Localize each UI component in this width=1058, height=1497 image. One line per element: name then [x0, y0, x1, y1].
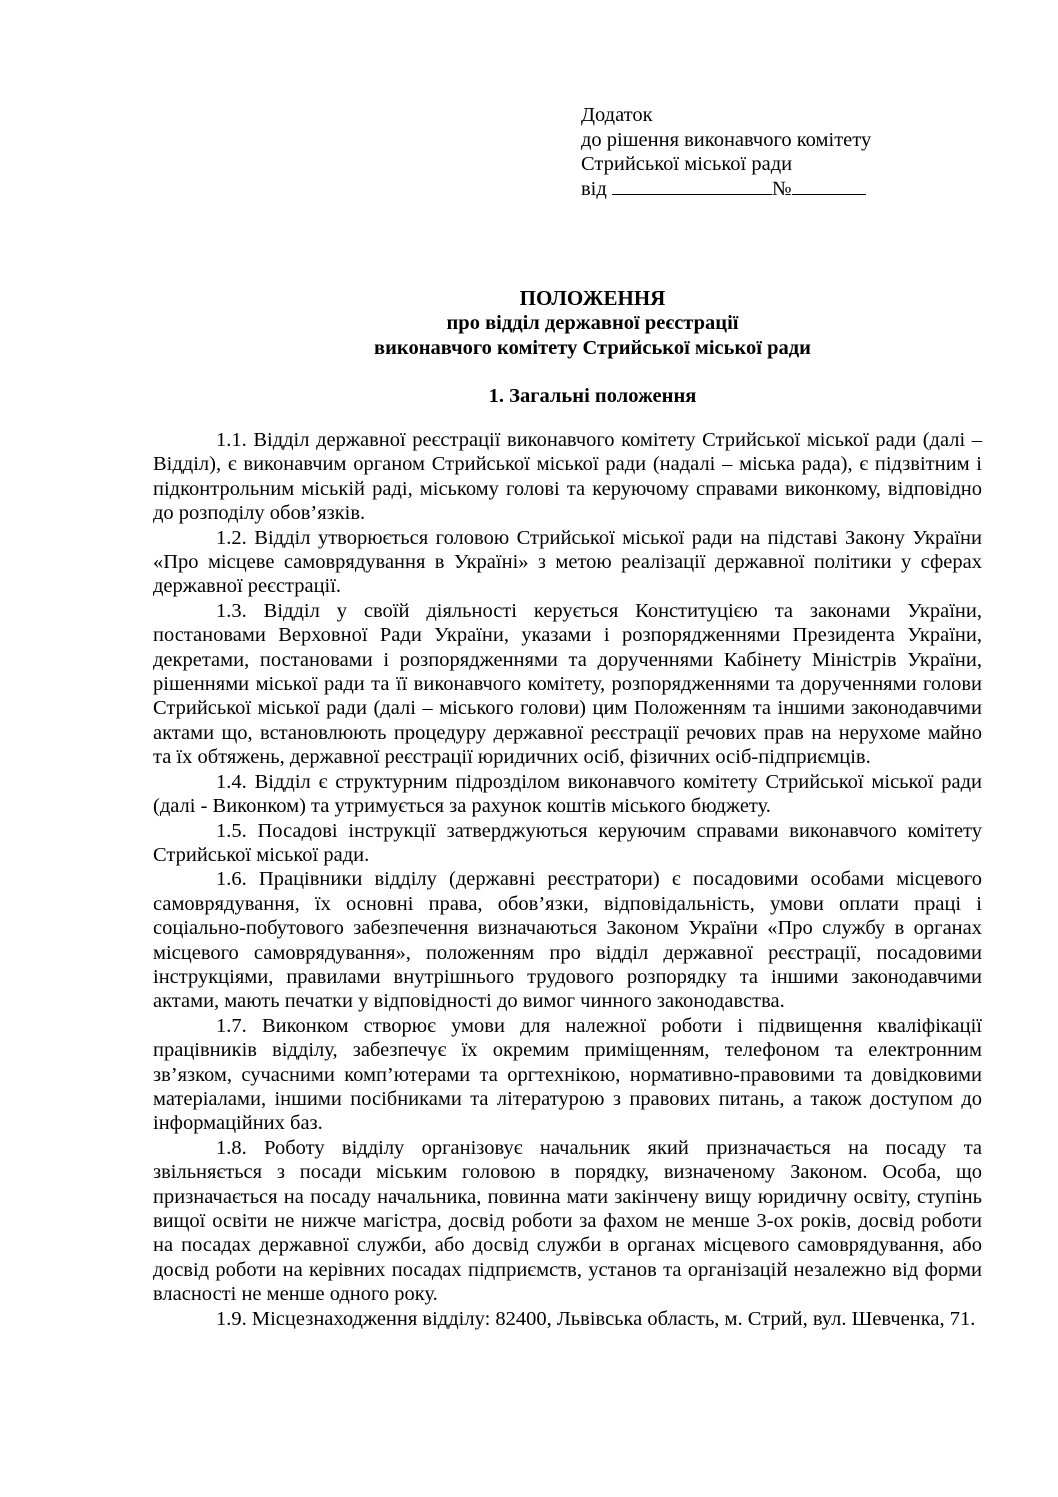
- paragraph-1-7: 1.7. Виконком створює умови для належної роботи і підвищення кваліфікації працівників відділу, забезпечує їх окремим приміщенням, телефоном та електронним зв’язком, сучасними комп’ютерами та оргтехнікою, нормативно-правовими та довідковими матеріалами, іншими посібниками та літературою з правових питань, а також доступом до інформаційних баз.: [153, 1014, 982, 1135]
- document-subtitle-line-2: виконавчого комітету Стрийської міської ради: [374, 337, 811, 359]
- appendix-decision-line: до рішення виконавчого комітету: [581, 128, 872, 151]
- appendix-date-number-line: [581, 177, 871, 202]
- paragraph-1-8: 1.8. Роботу відділу організовує начальник який призначається на посаду та звільняється з посади міським головою в порядку, визначеному Законом. Особа, що призначається на посаду начальника, повинна мати закінчену вищу юридичну освіту, ступінь вищої освіти не нижче магістра, досвід роботи за фахом не менше 3-ох років, досвід роботи на посадах державної служби, або досвід служби в органах місцевого самоврядування, або досвід роботи на керівних посадах підприємств, установ та організацій незалежно від форми власності не менше одного року.: [153, 1136, 982, 1306]
- date-prefix: від: [581, 177, 607, 200]
- appendix-block: [581, 103, 871, 201]
- document-title-block: [130, 285, 1055, 361]
- appendix-label: Додаток: [581, 104, 653, 126]
- section-heading: 1. Загальні положення: [488, 385, 697, 407]
- document-title: ПОЛОЖЕННЯ: [519, 286, 666, 310]
- section-body: [153, 428, 982, 1331]
- paragraph-1-2: 1.2. Відділ утворюється головою Стрийської міської ради на підставі Закону України «Про місцеве самоврядування в Україні» з метою реалізації державної політики у сферах державної реєстрації.: [153, 526, 982, 598]
- paragraph-1-4: 1.4. Відділ є структурним підрозділом виконавчого комітету Стрийської міської ради (далі - Виконком) та утримується за рахунок коштів міського бюджету.: [153, 770, 982, 818]
- date-blank-field: [612, 177, 772, 195]
- paragraph-1-3: 1.3. Відділ у своїй діяльності керується Конституцією та законами України, постановами Верховної Ради України, указами і розпорядженнями Президента України, декретами, постановами і розпорядженнями та дорученнями Кабінету Міністрів України, рішеннями міської ради та її виконавчого комітету, розпорядженнями та дорученнями голови Стрийської міської ради (далі – міського голови) цим Положенням та іншими законодавчими актами що, встановлюють процедуру державної реєстрації речових прав на нерухоме майно та їх обтяжень, державної реєстрації юридичних осіб, фізичних осіб-підприємців.: [153, 599, 982, 769]
- paragraph-1-1: 1.1. Відділ державної реєстрації виконавчого комітету Стрийської міської ради (далі – Відділ), є виконавчим органом Стрийської міської ради (надалі – міська рада), є підзвітним і підконтрольним міській раді, міському голові та керуючому справами виконкому, відповідно до розподілу обов’язків.: [153, 429, 982, 525]
- appendix-council-line: Стрийської міської ради: [581, 153, 793, 175]
- paragraph-1-9: 1.9. Місцезнаходження відділу: 82400, Львівська область, м. Стрий, вул. Шевченка, 71.: [216, 1307, 976, 1330]
- paragraph-1-5: 1.5. Посадові інструкції затверджуються керуючим справами виконавчого комітету Стрийської міської ради.: [153, 819, 982, 866]
- number-blank-field: [792, 177, 866, 195]
- number-sign: №: [771, 177, 792, 200]
- document-subtitle-line-1: про відділ державної реєстрації: [446, 312, 739, 334]
- paragraph-1-6: 1.6. Працівники відділу (державні реєстратори) є посадовими особами місцевого самоврядування, їх основні права, обов’язки, відповідальність, умови оплати праці і соціально-побутового забезпечення визначаються Законом України «Про службу в органах місцевого самоврядування», положенням про відділ державної реєстрації, посадовими інструкціями, правилами внутрішнього трудового розпорядку та іншими законодавчими актами, мають печатки у відповідності до вимог чинного законодавства.: [153, 868, 982, 1013]
